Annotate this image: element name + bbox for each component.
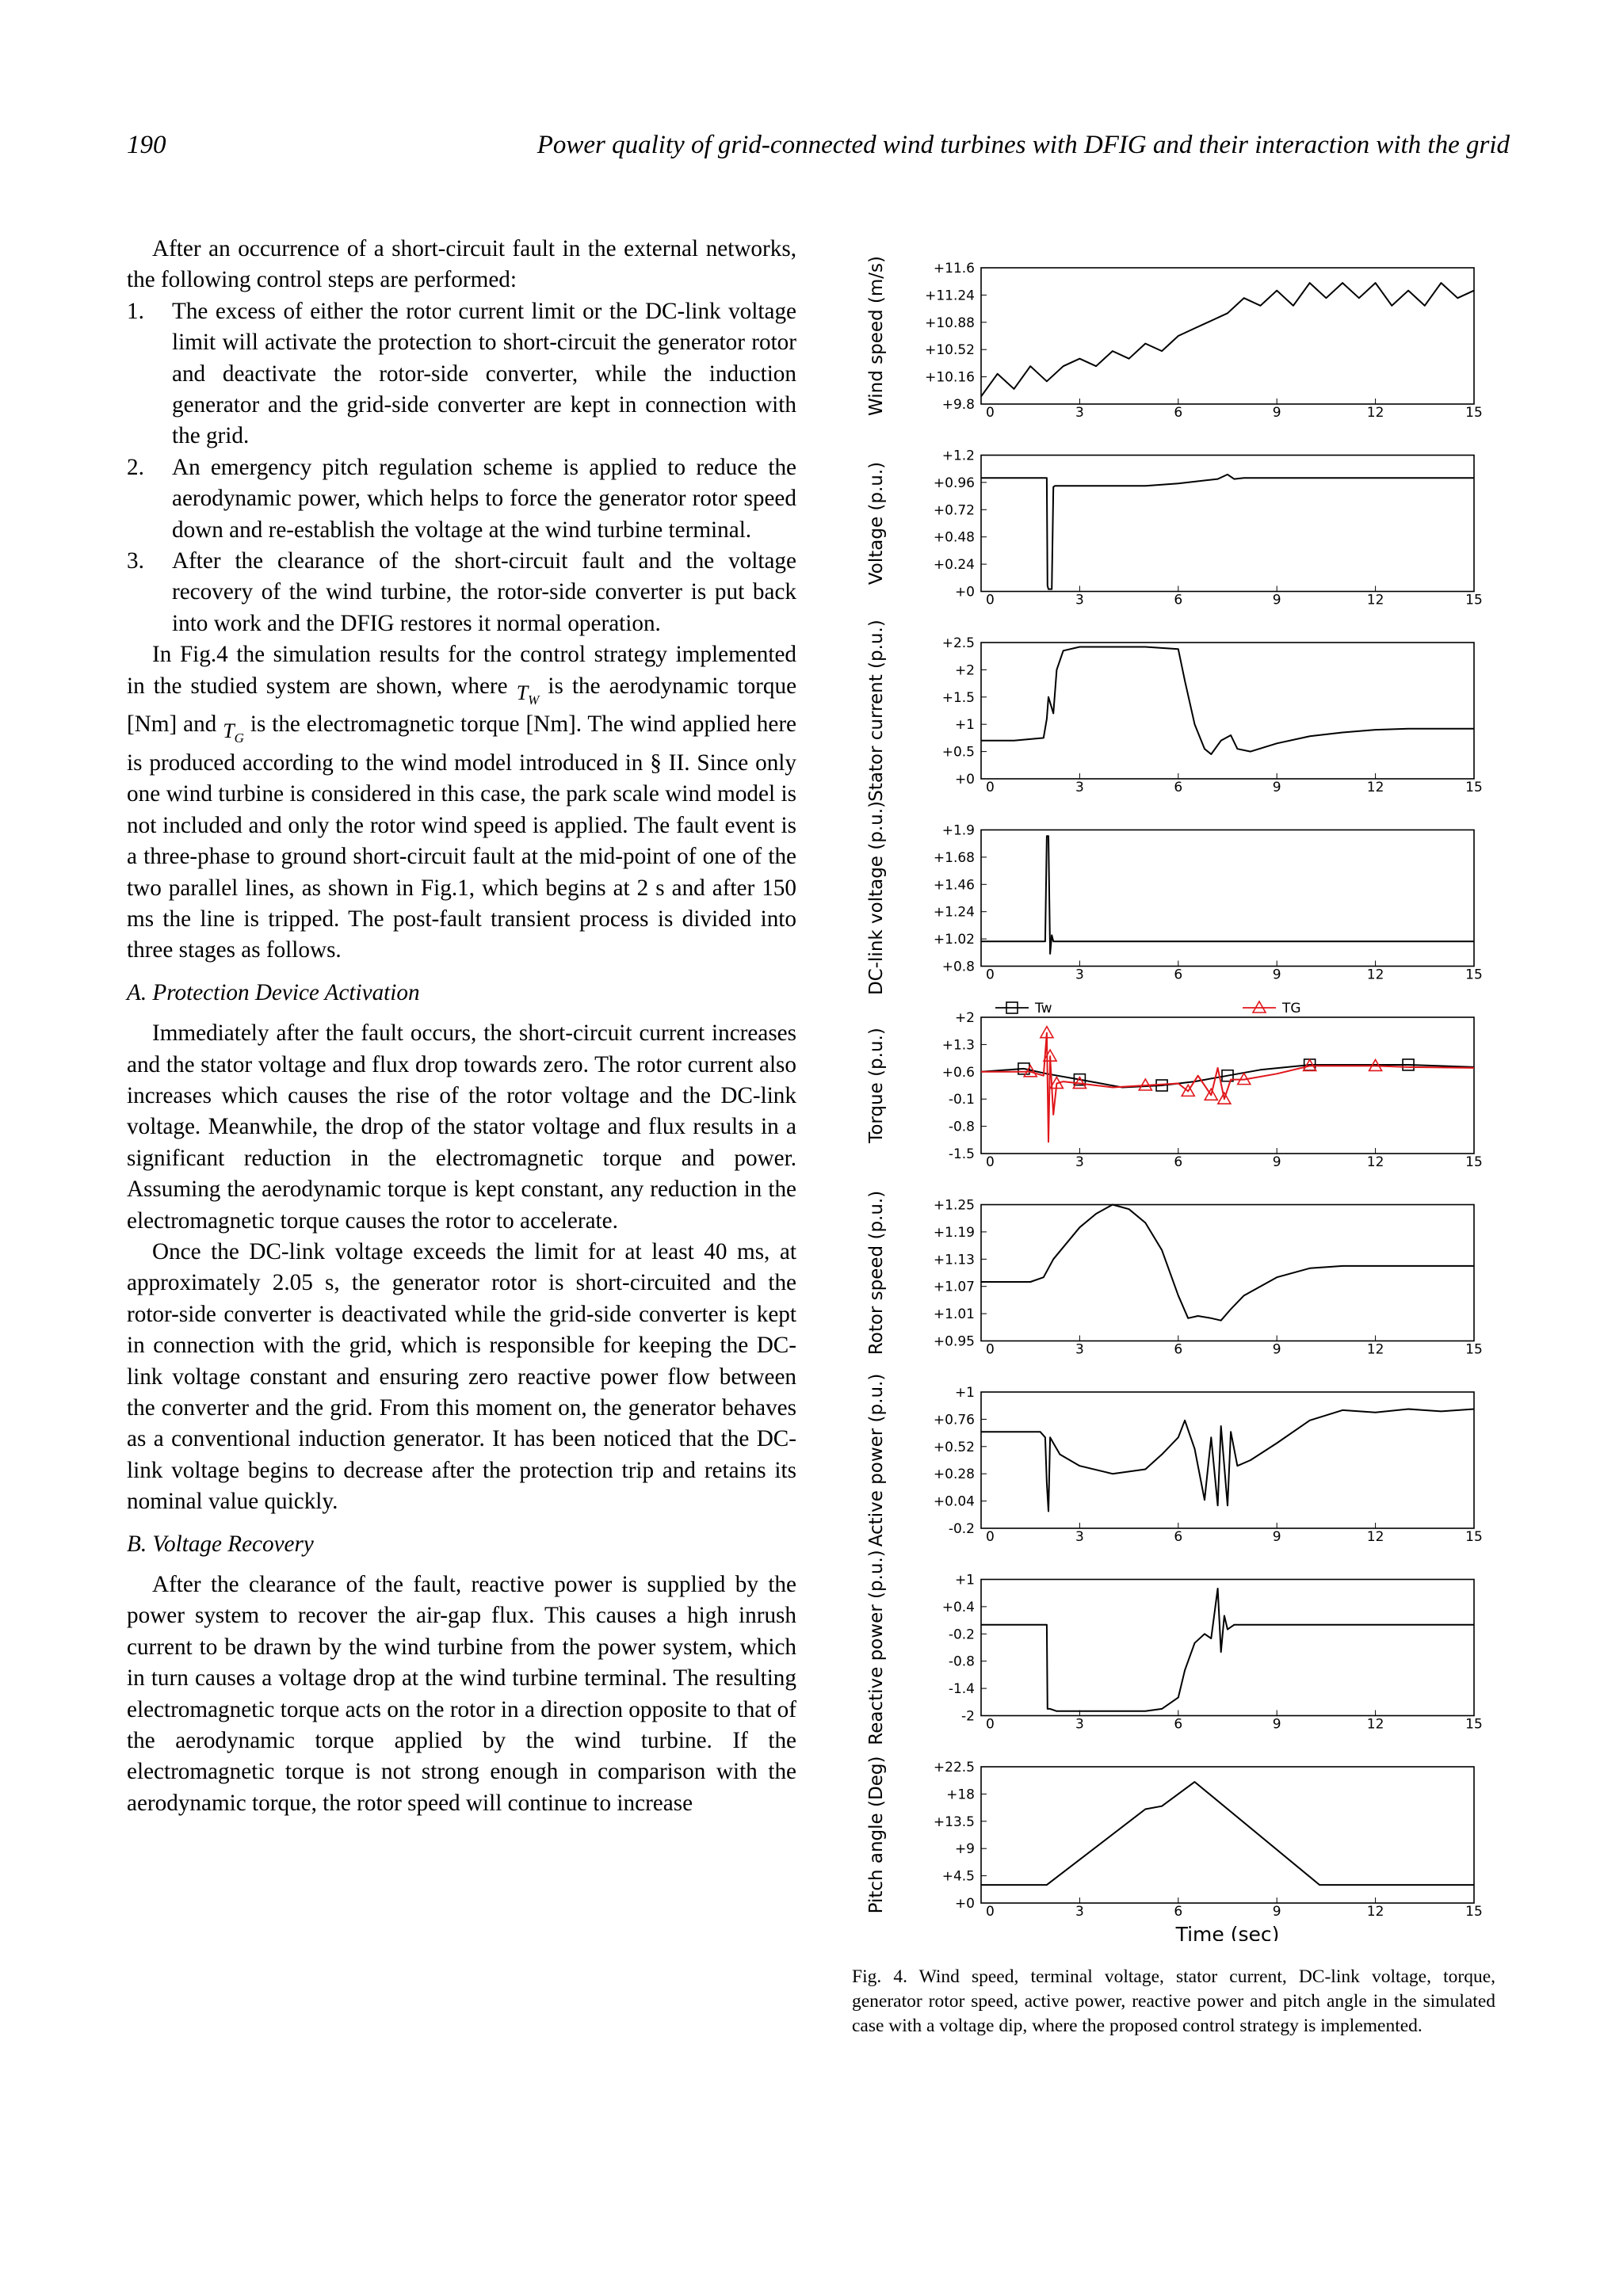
y-tick-label: +0.95 xyxy=(933,1333,975,1350)
x-tick-label: 12 xyxy=(1366,592,1384,608)
y-tick-label: +11.24 xyxy=(925,288,975,304)
y-tick-label: +1.02 xyxy=(933,932,975,948)
y-tick-label: +1.2 xyxy=(941,448,975,464)
y-tick-label: +1.9 xyxy=(941,822,975,839)
y-tick-label: +0.8 xyxy=(941,959,975,975)
y-tick-label: +1.5 xyxy=(941,689,975,706)
x-tick-label: 0 xyxy=(986,405,995,421)
x-tick-label: 3 xyxy=(1075,1341,1084,1358)
results-text-b: is the aerodynamic torque [Nm] and xyxy=(127,673,797,738)
legend-label: TG xyxy=(1282,1001,1301,1016)
y-tick-label: +10.88 xyxy=(925,315,975,331)
x-tick-label: 12 xyxy=(1366,1716,1384,1733)
y-tick-label: +18 xyxy=(946,1787,975,1803)
x-tick-label: 15 xyxy=(1465,1154,1483,1170)
legend-label: Tw xyxy=(1035,1001,1052,1016)
paragraph-intro: After an occurrence of a short-circuit fault in the external networks, the following control steps are performed: xyxy=(127,236,796,293)
list-number: 3. xyxy=(127,548,144,574)
x-tick-label: 0 xyxy=(986,1904,995,1920)
x-tick-label: 9 xyxy=(1272,1716,1281,1733)
x-tick-label: 12 xyxy=(1366,1341,1384,1358)
control-steps-list xyxy=(127,296,796,639)
y-tick-label: +1 xyxy=(954,1385,975,1401)
y-tick-label: +0.52 xyxy=(933,1439,975,1455)
figure-caption: Fig. 4. Wind speed, terminal voltage, stator current, DC-link voltage, torque, generator rotor speed, active power, reactive power and pitch angle in the simulated case with a voltage dip, where the proposed control strategy is implemented. xyxy=(852,1966,1495,2036)
plot-frame xyxy=(981,1017,1474,1154)
y-tick-label: -0.2 xyxy=(948,1521,975,1537)
x-tick-label: 0 xyxy=(986,1341,995,1358)
x-tick-label: 15 xyxy=(1465,1341,1483,1358)
x-tick-label: 3 xyxy=(1075,1716,1084,1733)
list-number: 1. xyxy=(127,298,144,324)
y-tick-label: +2.5 xyxy=(941,635,975,651)
x-tick-label: 6 xyxy=(1174,1716,1183,1733)
list-item xyxy=(127,546,796,639)
figure-plots xyxy=(856,238,1514,1941)
y-axis-label: Pitch angle (Deg) xyxy=(866,1756,887,1914)
series-line xyxy=(981,1033,1474,1142)
series-line xyxy=(981,1205,1474,1321)
x-tick-label: 0 xyxy=(986,592,995,608)
x-tick-label: 15 xyxy=(1465,1529,1483,1545)
y-tick-label: +0 xyxy=(954,584,975,601)
y-axis-label: Rotor speed (p.u.) xyxy=(866,1190,887,1356)
x-tick-label: 15 xyxy=(1465,405,1483,421)
plot-frame xyxy=(981,1392,1474,1528)
x-tick-label: 6 xyxy=(1174,967,1183,983)
plot-frame xyxy=(981,456,1474,592)
page-number: 190 xyxy=(127,131,166,159)
y-tick-label: -1.4 xyxy=(948,1681,975,1698)
running-title: Power quality of grid-connected wind turbines with DFIG and their interaction with the grid xyxy=(537,131,1510,159)
y-tick-label: +0.24 xyxy=(933,557,975,574)
y-tick-label: -0.8 xyxy=(948,1119,975,1135)
x-tick-label: 0 xyxy=(986,1716,995,1733)
series-line xyxy=(981,1782,1474,1885)
y-tick-label: +9 xyxy=(954,1841,975,1858)
x-tick-label: 3 xyxy=(1075,780,1084,795)
y-tick-label: +0.72 xyxy=(933,502,975,519)
series-line xyxy=(981,475,1474,589)
y-axis-label: DC-link voltage (p.u.) xyxy=(866,800,887,996)
results-text-a: In Fig.4 the simulation results for the control strategy implemented in the studied system are shown, where xyxy=(127,642,796,699)
y-tick-label: +0.48 xyxy=(933,529,975,546)
x-tick-label: 15 xyxy=(1465,1904,1483,1920)
y-tick-label: -0.1 xyxy=(948,1092,975,1108)
x-tick-label: 12 xyxy=(1366,405,1384,421)
y-tick-label: +1.19 xyxy=(933,1224,975,1241)
subplot xyxy=(866,620,1483,802)
y-tick-label: +10.16 xyxy=(925,369,975,386)
paragraph-a1: Immediately after the fault occurs, the short-circuit current increases and the stator voltage and flux drop towards zero. The rotor current also increases which causes the rise of the rotor voltage and the DC-link voltage. Meanwhile, the drop of the stator voltage and flux results in a significant reduction in the electromagnetic torque and power. Assuming the aerodynamic torque is kept constant, any reduction in the electromagnetic torque causes the rotor to accelerate. xyxy=(127,1020,796,1234)
x-tick-label: 9 xyxy=(1272,967,1281,983)
x-tick-label: 3 xyxy=(1075,1154,1084,1170)
y-tick-label: +10.52 xyxy=(925,342,975,359)
y-tick-label: +1.01 xyxy=(933,1306,975,1323)
x-tick-label: 9 xyxy=(1272,1529,1281,1545)
figure-4 xyxy=(856,238,1514,1941)
body-column xyxy=(127,234,796,1819)
y-tick-label: +1.46 xyxy=(933,877,975,894)
y-tick-label: +1.25 xyxy=(933,1197,975,1214)
y-tick-label: +0.76 xyxy=(933,1412,975,1428)
y-tick-label: +13.5 xyxy=(933,1814,975,1830)
x-tick-label: 15 xyxy=(1465,967,1483,983)
y-tick-label: -0.8 xyxy=(948,1653,975,1670)
symbol-sub: G xyxy=(234,730,244,746)
x-tick-label: 3 xyxy=(1075,967,1084,983)
plot-frame xyxy=(981,1205,1474,1341)
list-number: 2. xyxy=(127,454,144,480)
x-tick-label: 9 xyxy=(1272,592,1281,608)
y-tick-label: +0 xyxy=(954,772,975,788)
x-tick-label: 15 xyxy=(1465,592,1483,608)
subplot xyxy=(866,801,1483,995)
y-tick-label: -1.5 xyxy=(948,1146,975,1162)
section-heading-b: B. Voltage Recovery xyxy=(127,1531,314,1557)
x-tick-label: 9 xyxy=(1272,405,1281,421)
y-tick-label: +1.3 xyxy=(941,1037,975,1054)
x-tick-label: 9 xyxy=(1272,1904,1281,1920)
y-tick-label: +2 xyxy=(954,662,975,679)
plot-frame xyxy=(981,830,1474,967)
paragraph-b1: After the clearance of the fault, reactive power is supplied by the power system to recover the air-gap flux. This causes a high inrush current to be drawn by the wind turbine from the power system, which in turn causes a voltage drop at the wind turbine terminal. The resulting electromagnetic torque acts on the rotor in a direction opposite to that of the aerodynamic torque applied by the wind turbine. If the electromagnetic torque is not strong enough in comparison with the aerodynamic torque, the rotor speed will continue to increase xyxy=(127,1572,796,1816)
series-line xyxy=(981,647,1474,755)
y-tick-label: +4.5 xyxy=(941,1868,975,1885)
x-tick-label: 6 xyxy=(1174,1341,1183,1358)
x-tick-label: 6 xyxy=(1174,1904,1183,1920)
x-tick-label: 0 xyxy=(986,1529,995,1545)
y-tick-label: +22.5 xyxy=(933,1760,975,1775)
subplot xyxy=(866,1756,1483,1920)
y-axis-label: Torque (p.u.) xyxy=(866,1028,887,1143)
x-tick-label: 6 xyxy=(1174,1154,1183,1170)
subplot xyxy=(866,1374,1483,1547)
x-tick-label: 9 xyxy=(1272,1341,1281,1358)
symbol-tg xyxy=(223,719,244,746)
section-heading-a: A. Protection Device Activation xyxy=(127,979,420,1005)
y-tick-label: +1.07 xyxy=(933,1279,975,1295)
x-tick-label: 9 xyxy=(1272,780,1281,795)
x-tick-label: 3 xyxy=(1075,1529,1084,1545)
x-axis-label: Time (sec) xyxy=(1175,1923,1280,1941)
symbol-tw xyxy=(516,681,540,707)
subplot xyxy=(866,1550,1483,1745)
y-axis-label: Reactive power (p.u.) xyxy=(866,1550,887,1745)
y-tick-label: +1.24 xyxy=(933,904,975,921)
y-tick-label: +0.6 xyxy=(941,1064,975,1081)
list-item xyxy=(127,296,796,452)
x-tick-label: 0 xyxy=(986,780,995,795)
plot-frame xyxy=(981,1767,1474,1903)
page-header xyxy=(127,131,1510,170)
x-tick-label: 12 xyxy=(1366,780,1384,795)
y-tick-label: +9.8 xyxy=(941,397,975,413)
x-tick-label: 12 xyxy=(1366,967,1384,983)
y-tick-label: +0 xyxy=(954,1896,975,1912)
plot-frame xyxy=(981,268,1474,404)
series-line xyxy=(981,1589,1474,1711)
y-tick-label: +1 xyxy=(954,1572,975,1589)
y-tick-label: +0.5 xyxy=(941,744,975,761)
x-tick-label: 3 xyxy=(1075,1904,1084,1920)
plot-frame xyxy=(981,643,1474,779)
list-item xyxy=(127,452,796,546)
x-tick-label: 6 xyxy=(1174,1529,1183,1545)
y-axis-label: Active power (p.u.) xyxy=(866,1373,887,1547)
x-tick-label: 15 xyxy=(1465,780,1483,795)
y-tick-label: -2 xyxy=(961,1708,975,1725)
x-tick-label: 0 xyxy=(986,967,995,983)
subplot xyxy=(866,256,1483,421)
y-tick-label: +11.6 xyxy=(933,261,975,277)
x-tick-label: 0 xyxy=(986,1154,995,1170)
series-line xyxy=(981,836,1474,954)
series-line xyxy=(981,283,1474,396)
x-tick-label: 6 xyxy=(1174,780,1183,795)
y-axis-label: Voltage (p.u.) xyxy=(866,461,887,585)
list-item-text: After the clearance of the short-circuit fault and the voltage recovery of the wind turbine, the rotor-side converter is put back into work and the DFIG restores it normal operation. xyxy=(172,548,796,636)
y-tick-label: +2 xyxy=(954,1010,975,1026)
y-tick-label: +0.04 xyxy=(933,1493,975,1510)
symbol-sub: W xyxy=(528,692,540,707)
y-axis-label: Wind speed (m/s) xyxy=(866,256,887,416)
results-text-c: is the electromagnetic torque [Nm]. The wind applied here is produced according to the wind model introduced in § II. Since only one wind turbine is considered in this case, the park scale wind model is not included and only the rotor wind speed is applied. The fault event is a three-phase to ground short-circuit fault at the mid-point of one of the two parallel lines, as shown in Fig.1, which begins at 2 s and after 150 ms the line is tripped. The post-fault transient process is divided into three stages as follows. xyxy=(127,711,797,963)
y-tick-label: +0.4 xyxy=(941,1599,975,1615)
subplot xyxy=(866,1191,1483,1358)
x-tick-label: 15 xyxy=(1465,1716,1483,1733)
symbol-main: T xyxy=(223,719,235,743)
subplot xyxy=(866,1001,1483,1170)
y-tick-label: +0.28 xyxy=(933,1466,975,1483)
x-tick-label: 3 xyxy=(1075,405,1084,421)
x-tick-label: 12 xyxy=(1366,1529,1384,1545)
subplot xyxy=(866,448,1483,608)
series-line xyxy=(981,1409,1474,1512)
x-tick-label: 12 xyxy=(1366,1904,1384,1920)
y-tick-label: +0.96 xyxy=(933,475,975,491)
y-axis-label: Stator current (p.u.) xyxy=(866,620,887,802)
y-tick-label: +1.68 xyxy=(933,849,975,866)
x-tick-label: 3 xyxy=(1075,592,1084,608)
y-tick-label: +1 xyxy=(954,717,975,734)
plot-frame xyxy=(981,1580,1474,1716)
legend-marker xyxy=(1253,1001,1266,1013)
y-tick-label: +1.13 xyxy=(933,1252,975,1268)
x-tick-label: 12 xyxy=(1366,1154,1384,1170)
paragraph-results xyxy=(127,639,796,966)
list-item-text: The excess of either the rotor current limit or the DC-link voltage limit will activate the protection to short-circuit the generator rotor and deactivate the rotor-side converter, while the induction generator and the grid-side converter are kept in connection with the grid. xyxy=(172,298,796,449)
series-line xyxy=(981,1065,1474,1088)
x-tick-label: 9 xyxy=(1272,1154,1281,1170)
x-tick-label: 6 xyxy=(1174,592,1183,608)
symbol-main: T xyxy=(516,681,529,704)
x-tick-label: 6 xyxy=(1174,405,1183,421)
y-tick-label: -0.2 xyxy=(948,1627,975,1643)
paragraph-a2: Once the DC-link voltage exceeds the limit for at least 40 ms, at approximately 2.05 s, the generator rotor is short-circuited and the rotor-side converter is deactivated while the grid-side converter is kept in connection with the grid, which is responsible for keeping the DC-link voltage constant and ensuring zero reactive power flow between the converter and the grid. From this moment on, the generator behaves as a conventional induction generator. It has been noticed that the DC-link voltage begins to decrease after the protection trip and retains its nominal value quickly. xyxy=(127,1238,796,1515)
list-item-text: An emergency pitch regulation scheme is applied to reduce the aerodynamic power, which helps to force the generator rotor speed down and re-establish the voltage at the wind turbine terminal. xyxy=(172,454,796,543)
